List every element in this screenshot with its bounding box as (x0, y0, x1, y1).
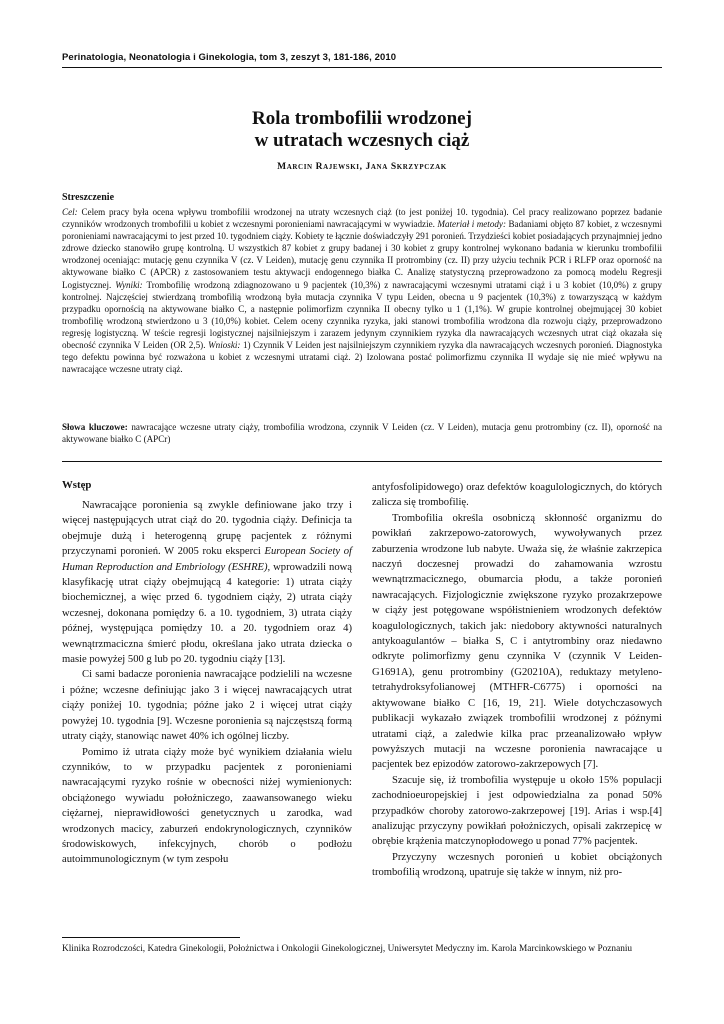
abstract-wyniki-label: Wyniki: (115, 279, 143, 290)
abstract-divider (62, 461, 662, 462)
header-divider (62, 67, 662, 68)
footnote-divider (62, 937, 240, 938)
abstract-cel-text: Celem pracy była ocena wpływu trombofilii wrodzonej na utraty wczesnych ciąż (to jest poniżej 10. tygodnia). Cel pracy realizowano poprzez badanie czynników wrodzonych trombofilii u kobiet z wczesnymi poronieniami nawracającymi w wywiadzie. (62, 207, 662, 230)
paragraph: Pomimo iż utrata ciąży może być wynikiem działania wielu czynników, to w przypadku pacjentek z poronieniami nawracającymi ryzyko rośnie w obecności niżej wymienionych: obciążonego wywiadu położniczego, zaawansowanego wieku ciężarnej, nieprawidłowości genetycznych u zarodka, wad wrodzonych macicy, zaburzeń endokrynologicznych, czynników środowiskowych, infekcyjnych, chorób o podłożu autoimmunologicznym (w tym zespołu (62, 746, 352, 866)
paragraph (62, 498, 352, 667)
keywords (62, 421, 662, 445)
article-title-line-1: Rola trombofilii wrodzonej (252, 108, 472, 129)
affiliation-footnote: Klinika Rozrodczości, Katedra Ginekologii, Położnictwa i Onkologii Ginekologicznej, Uniwersytet Medyczny im. Karola Marcinkowskiego w Poznaniu (62, 944, 633, 954)
authors: Marcin Rajewski, Jana Skrzypczak (277, 162, 447, 172)
paragraph: Ci sami badacze poronienia nawracające podzielili na wczesne i późne; wczesne definiując jako 3 i więcej nawracających utrat ciąży poniżej 10. tygodnia; późne jako 2 i więcej utrat ciąży powyżej 10. tygodnia [9]. Wczesne poronienia są najczęstszą formą utraty ciąży, stanowiąc nawet 40% ich ogólnej liczby. (62, 669, 352, 743)
paragraph-text: wprowadzili nową klasyfikację utrat ciąży obejmującą 4 kategorie: 1) utrata ciąży biochemicznej, a więc przed 6. tygodniem ciąży, 2) utrata ciąży wczesnej, dokonana pomiędzy 6. a 10. tygodniem, 3) utrata ciąży późnej, występująca pomiędzy 10. a 20. tygodniem oraz 4) wewnątrzmaciczna śmierć płodu, określana jako utrata dziecka o masie powyżej 500 g lub po 20. tygodniu ciąży [13]. (62, 561, 352, 666)
abstract-metody-label: Materiał i metody: (437, 219, 506, 230)
abstract-metody-text: Badaniami objęto 87 kobiet, z wczesnymi poronieniami nawracającymi to jest przed 10. tygodniem ciąży. Kobiety te łącznie doświadczyły 291 poronień. Trzydzieści kobiet posiadających przynajmniej jedno zdrowe dziecko stanowiło grupę kontrolną. U wszystkich 87 kobiet z grupy badanej i 30 kobiet z grupy kontrolnej wykonano badania w kierunku trombofilii wrodzonej oceniając: mutację genu czynnika V (cz. V Leiden), mutację genu czynnika II protrombiny (cz. II) przy użyciu technik PCR i RLFP oraz oporność na aktywowane białko C (APCR) z zastosowaniem testu aktywacji endogennego białka C. Analizę statystyczną przeprowadzono za pomocą modelu Regresji Logistycznej. (62, 219, 662, 290)
abstract (62, 206, 662, 375)
journal-header: Perinatologia, Neonatologia i Ginekologia, tom 3, zeszyt 3, 181-186, 2010 (62, 52, 397, 63)
abstract-cel-label: Cel: (62, 207, 78, 217)
right-column (372, 480, 662, 881)
left-column (62, 478, 352, 868)
keywords-text: nawracające wczesne utraty ciąży, trombofilia wrodzona, czynnik V Leiden (cz. V Leiden), mutacja genu protrombiny (cz. II), oporność na aktywowane białko C (APCr) (62, 422, 662, 445)
abstract-heading: Streszczenie (62, 192, 115, 203)
paragraph: antyfosfolipidowego) oraz defektów koagulologicznych, do których zalicza się trombofilię. (372, 482, 662, 509)
paragraph-italic: European Society of Human Reproduction and Embriology (ESHRE), (62, 546, 352, 573)
article-title (62, 108, 662, 152)
paragraph-text: Nawracające poronienia są zwykle definiowane jako trzy i więcej następujących utrat ciąż do 20. tygodnia ciąży. Definicja ta obejmuje dużą i heterogenną grupę pacjentek z różnymi przyczynami poronień. W 2005 roku eksperci (62, 500, 352, 558)
abstract-wnioski-label: Wnioski: (208, 340, 241, 351)
abstract-text (62, 206, 662, 375)
keywords-label: Słowa kluczowe: (62, 422, 128, 432)
paragraph: Szacuje się, iż trombofilia występuje u około 15% populacji zachodnioeuropejskiej i jest odpowiedzialna za ponad 50% przypadków choroby zatorowo-zakrzepowej [19]. Arias i wsp.[4] analizując przyczyny powikłań położniczych, opisali zakrzepicę w obrębie krążenia matczynopłodowego u ponad 77% pacjentek. (372, 774, 662, 848)
paragraph: Trombofilia określa osobniczą skłonność organizmu do powikłań zakrzepowo-zatorowych, wywoływanych przez zaburzenia wrodzone lub nabyte. Uważa się, że właśnie zakrzepica naczyń doczesnej prowadzi do zahamowania wzrostu wewnątrzmacicznego, obumarcia płodu, a także poronień nawracających. Fizjologicznie zwiększone ryzyko prozakrzepowe w ciąży jest potęgowane współistnieniem wrodzonych defektów koagulologicznych, takich jak: niedobory aktywności naturalnych antykoagulantów – białka S, C i antytrombiny oraz niedawno odkryte polimorfizmy genu czynnika V (czynnik V Leiden-G1691A), genu protrombiny (G20210A), reduktazy metyleno-tetrahydroksyfolianowej (MTHFR-C6775) i oporności na aktywowane białko C [16, 19, 21]. Wiele dotychczasowych publikacji wykazało związek trombofilii wrodzonej z późnymi utratami ciąż, a zaledwie kilka prac przeanalizowało wpływ powyższych mutacji na wczesne poronienia nawracające u pacjentek bez epizodów zatorowo-zakrzepowych [7]. (372, 512, 662, 771)
paragraph: Przyczyny wczesnych poronień u kobiet obciążonych trombofilią wrodzoną, upatruje się także w innym, niż pro- (372, 851, 662, 879)
section-heading-wstep: Wstęp (62, 479, 92, 491)
article-title-line-2: w utratach wczesnych ciąż (254, 130, 470, 151)
abstract-wnioski-text: 1) Czynnik V Leiden jest najsilniejszym czynnikiem ryzyka dla nawracających wczesnych poronień. Diagnostyka tego defektu powinna być rozważona u kobiet z wczesnymi utratami ciąż. 2) Izolowana postać polimorfizmu czynnika II wydaje się nie mieć wpływu na nawracające wczesne utraty ciąż. (62, 340, 662, 375)
abstract-wyniki-text: Trombofilię wrodzoną zdiagnozowano u 9 pacjentek (10,3%) z nawracającymi wczesnymi utratami ciąż i u 3 kobiet (10,0%) z grupy kontrolnej. Najczęściej stwierdzaną trombofilią wrodzoną była mutacja czynnika V typu Leiden, obecna u 9 pacjentek (10,3%) z towarzyszącą w każdym przypadku opornością na aktywowane białko C, a następnie polimorfizm czynnika II obecny tylko u 1 (1,1%). W grupie kontrolnej obejmującej 30 kobiet trombofilię wrodzoną stwierdzono u 3 (10,0%) kobiet. Celem oceny czynnika ryzyka, jaki stanowi trombofilia wrodzona dla rozwoju ciąży, przeprowadzono regresję logistyczną. W teście regresji logistycznej najsilniejszym i zarazem jedynym czynnikiem ryzyka dla nawracających wczesnych utrat ciąż okazała się obecność czynnika V Leiden (OR 2,5). (62, 279, 662, 351)
